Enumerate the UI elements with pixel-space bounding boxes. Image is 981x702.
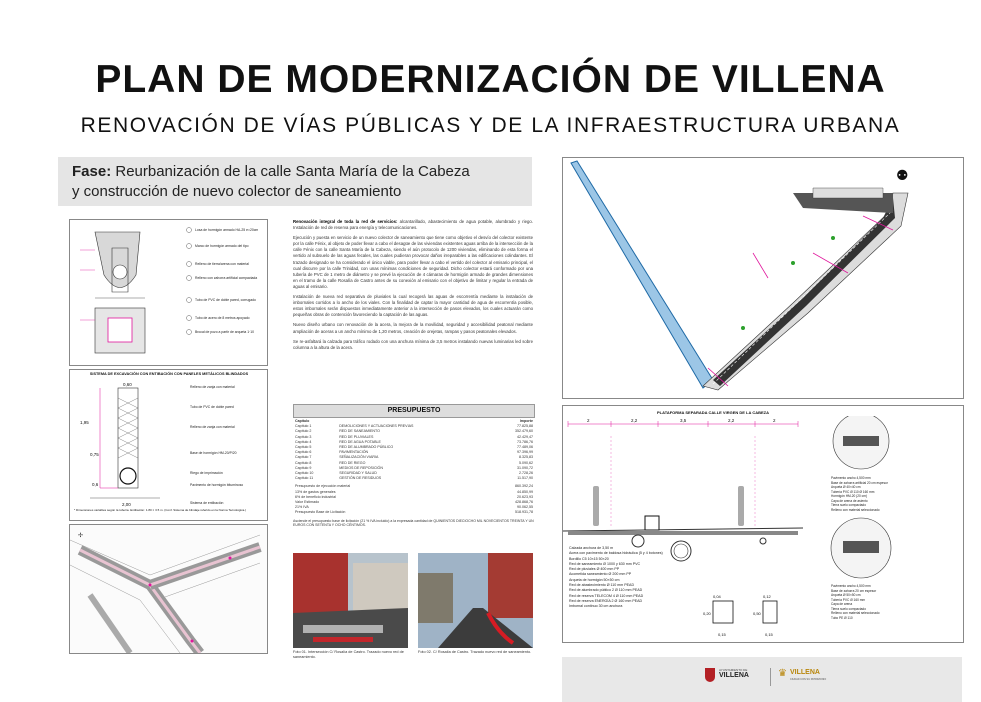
section-right-legend-item: Base de zahorra artificial 20 cm espesor [831,480,888,485]
cross-section-panel [562,405,964,643]
trench-section-panel [69,219,268,366]
coat-of-arms-icon [705,668,715,682]
budget-total-label: Valor Estimado [295,500,320,505]
svg-text:Brocal de pozo a partir de arq: Brocal de pozo a partir de arqueta 1·10 [195,330,254,334]
budget-totals [293,484,535,515]
description-text [293,219,533,351]
section-right-legend-item: Capa de arena de asiento [831,498,868,503]
section-legend-item: Arqueta de hormigón 50×50 cm [569,577,620,582]
budget-chapter: Capítulo 5 [295,445,312,450]
phase-text [72,162,527,202]
street-layout-drawing [563,158,963,398]
footer-partner: VILLENA [790,669,820,676]
budget-description: RED DE PLUVIALES [339,434,374,439]
p5-text: Se re-asfaltará la calzada para tráfico rodado con una anchura mínima de 3,5 metros instalando nuevas luminarias led sobre columna a la altura de la acera. [293,338,533,350]
section-legend [569,546,709,610]
street-plan-map [69,524,268,654]
excavation-footnote: * Dimensiones variables según la tubería. Entibación: 1.80 × 3.5 m. (Conf. Sistema de blindaje referido en la Norma Tecnológica.) [74,508,247,512]
section-legend-item: Bordillo C5 10×15 50×20 [569,556,609,561]
section-legend-item: Red de abastecimiento Ø 110 mm PEAD [569,583,635,588]
section-right-legend-2 [831,584,961,620]
section-right-legend-item: Arqueta Ø 40×40 cm [831,485,861,489]
excavation-dim-1: 0,60 [123,382,132,387]
photo-1 [293,553,408,648]
section-legend-item: Calzada anchura de 3,50 m [569,546,614,550]
section-legend-item: Imbornal continuo 30 cm anchura [569,604,623,609]
budget-chapter: Capítulo 3 [295,434,312,439]
footer-org: AYUNTAMIENTO DE [719,668,748,672]
budget-head-amount: Importe [519,419,533,423]
svg-text:⚉: ⚉ [896,168,909,184]
section-right-legend-item: Hormigón HM-20 (20 cm) [831,494,867,498]
budget-description: SEÑALIZACIÓN VIARIA [339,455,379,460]
phase-line1: Reurbanización de la calle Santa María de la Cabeza [115,163,470,180]
budget-description: SEGURIDAD Y SALUD [339,471,377,476]
section-legend-item: Acera con pavimento de baldosa hidráulica (5 y 4 botones) [569,551,663,556]
excavation-panel [69,369,268,521]
budget-amount: 8.325,83 [519,455,533,460]
budget-amount: 73.786,76 [517,439,533,444]
detail-dim-6: 0,15 [765,632,773,637]
excavation-dim-3: 0,75 [90,452,99,457]
section-legend-item: Red de alumbrado público 2 Ø 110 mm PEAD [569,588,643,593]
section-dim-1: 2 [587,418,590,423]
section-right-legend-item: Base de zahorra 20 cm espesor [831,588,877,593]
section-right-legend-item: Arqueta Ø 50×50 cm [831,593,861,597]
svg-text:Base de hormigón HM-20/P/20: Base de hormigón HM-20/P/20 [190,451,237,455]
section-right-legend-item: Tubo PE Ø 110 [831,615,853,620]
section-right-legend-item: Tubería PVC Ø 160 mm [831,597,866,602]
budget-table-wrap [293,419,535,528]
budget-amount: 31.090,72 [517,465,533,470]
budget-amount: 11.517,90 [517,476,533,481]
budget-description: RED DE ALUMBRADO PÚBLICO [339,445,394,450]
excavation-dim-5: 1,95 [80,420,89,425]
section-legend-item: Red de reserva TELECOM 4 Ø 110 mm PEAD [569,593,644,598]
street-plan-drawing [70,525,267,653]
p2-text: Ejecución y puesta en servicio de un nuevo colector de saneamiento que tiene como objetivo el desvío del colector existente por la calle Fénix, al objeto de poder llevar a cabo el desagüe de las viviendas existentes aguas arriba de la intersección de la calle Fénix con la calle Santa María de la Cabeza, siendo el aún protocolo de 1200 viviendas, eliminando de esta forma el vertido al subsuelo de las aguas fecales, las cuales pudieran provocar daños irreparables a las edificaciones colindantes. El trazado designado se ha considerado el único viable, para poder llevar a cabo el vertido del colector al emisario principal, el cual discurre por la calle Trinidad, con unas mínimas condiciones de seguridad. Dicho colector estará conformado por una tubería de PVC de 1 metro de diámetro y se prevé la ejecución de 4 cámaras de hormigón armado de grandes dimensiones en el tramo de la calle Rosalía de Castro antes de su conexión al emisario con el objetivo de limitar y regular la entrada de aguas al emisario. [293,235,533,289]
section-right-legend-item: Tubería PVC Ø 110 Ø 160 mm [831,489,875,494]
street-layout-plan [562,157,964,399]
section-right-legend-item: Tierra suelo compactado [831,503,866,507]
budget-chapter: Capítulo 6 [295,450,312,455]
photo-2-image [418,553,533,648]
detail-dim-1: 0,04 [713,594,721,599]
p1-bold: Renovación integral de toda la red de servicios: [293,219,398,224]
budget-total-label: Presupuesto Base de Licitación [295,510,346,515]
budget-description: DEMOLICIONES Y ACTUACIONES PREVIAS [339,424,414,429]
section-dim-3: 3,5 [680,418,687,423]
svg-text:Relleno de zanja con material: Relleno de zanja con material [190,425,235,429]
budget-title: PRESUPUESTO [293,404,535,418]
budget-chapter: Capítulo 8 [295,460,312,465]
budget-total-amount: 90.062,55 [517,505,533,510]
footer-city: VILLENA [719,672,749,679]
photo-1-image [293,553,408,648]
excavation-dim-2: 2,00 [122,502,131,507]
page-subtitle: RENOVACIÓN DE VÍAS PÚBLICAS Y DE LA INFRAESTRUCTURA URBANA [80,114,901,137]
phase-label: Fase: [72,163,112,180]
budget-total-amount: 44.850,99 [517,489,533,494]
budget-description: MEDIOS DE REPOSICIÓN [339,465,383,470]
budget-amount: 42.429,47 [517,434,533,439]
section-right-legend-item: Relleno con material seleccionado [831,507,880,512]
section-legend-item: Red de pluviales Ø 400 mm PP [569,567,620,572]
svg-text:Relleno con zahorra artificial: Relleno con zahorra artificial compactada [195,276,258,280]
svg-text:Losa de hormigón armado HA-25: Losa de hormigón armado HA-25 e=20cm [195,228,259,232]
svg-text:Marco de hormigón armado del t: Marco de hormigón armado del tipo [195,244,249,248]
phase-line2: y construcción de nuevo colector de saneamiento [72,183,402,200]
footer-partner-sub: CIUDAD CON SU PATRIMONIO [790,678,827,681]
budget-total-amount: 518.931,78 [515,510,533,515]
p4-text: Nuevo diseño urbano con renovación de la acera, la mejora de la movilidad, seguridad y accesibilidad peatonal mediante ampliación de aceras a un ancho mínimo de 1,20 metros, creación de orejetas, rampas y pasos peatonales elevados. [293,322,533,334]
detail-dim-5: 0,15 [718,632,726,637]
budget-description: PAVIMENTACIÓN [339,450,369,455]
budget-table [293,419,535,481]
p3-text: Instalación de nueva red separativa de pluviales la cual recogerá las aguas de escorrentía mediante la instalación de imbornales corridos a lo ancho de los viales. Con la finalidad de captar la mayor cantidad de agua de escorrentía posible, estos imbornales serán dispuestos inmediatamente anterior a la intersección de pasos elevados, los cuales actuarán como pequeñas obras de contención favoreciendo la captación de las aguas. [293,294,533,318]
budget-total-label: 21% IVA [295,505,309,510]
budget-amount: 97.396,99 [517,450,533,455]
section-dim-2: 2,2 [631,418,638,423]
section-legend-item: Acometida saneamiento Ø 200 mm PP [569,572,632,577]
p1-text: alcantarillado, abastecimiento de agua potable, alumbrado y riego. Instalación de red de reserva para energía y telecomunicaciones. [293,219,533,231]
svg-text:Tubo de PVC de doble pared, co: Tubo de PVC de doble pared, corrugado [195,298,256,302]
budget-row [293,476,535,481]
budget-amount: 77.825,88 [517,424,533,429]
photo-2 [418,553,533,648]
budget-amount: 352.479,60 [515,429,533,434]
svg-text:Pavimento de hormigón bitumino: Pavimento de hormigón bituminoso [190,483,244,487]
photo-1-caption: Foto 01. Intersección C/ Rosalía de Castro. Trazado nuevo red de saneamiento. [293,650,404,659]
svg-text:Relleno de tierra/arena con ma: Relleno de tierra/arena con material [195,262,249,266]
detail-dim-4: 0,50 [753,611,761,616]
budget-total-amount: 20.623,93 [517,494,533,499]
trench-section-drawing [70,220,267,365]
excavation-dim-4: 0,6 [92,482,99,487]
budget-chapter: Capítulo 11 [295,476,314,481]
budget-amount: 2.728,26 [519,471,533,476]
budget-chapter: Capítulo 9 [295,465,312,470]
budget-head-chapter: Capítulo [295,419,310,423]
section-right-legend-item: Pavimento ancho 4,500 mm [831,476,871,480]
section-dim-4: 2,2 [728,418,735,423]
svg-text:Tubo de PVC de doble pared: Tubo de PVC de doble pared [190,405,234,409]
svg-text:Tubo de acero de 8 metros apoy: Tubo de acero de 8 metros apoyado [195,316,250,320]
detail-dim-2: 0,12 [763,594,771,599]
photo-2-caption: Foto 02. C/ Rosalía de Castro. Trazado nuevo red de saneamiento. [418,650,532,654]
section-legend-item: Red de saneamiento Ø 1000 y 630 mm PVC [569,561,641,566]
budget-description: RED DE AGUA POTABLE [339,439,381,444]
budget-total-label: Presupuesto de ejecución material [295,484,351,489]
section-right-legend-item: Pavimento ancho 4,500 mm [831,584,871,588]
budget-chapter: Capítulo 2 [295,429,312,434]
svg-text:Riego de imprimación: Riego de imprimación [190,471,223,475]
footer-separator [770,668,771,686]
excavation-drawing [70,378,267,518]
budget-description: RED DE RIEGO [339,460,366,465]
budget-total-amount: 860.392,24 [515,484,533,489]
budget-chapter: Capítulo 4 [295,439,312,444]
footer-bar [562,657,962,702]
section-dim-5: 2 [773,418,776,423]
budget-amount: 77.489,06 [517,445,533,450]
section-right-legend-item: Tierra suelo compactado [831,606,866,611]
svg-text:Relleno de zanja con material: Relleno de zanja con material [190,385,235,389]
cross-section-title: PLATAFORMA SEPARADA CALLE VIRGEN DE LA CABEZA [657,410,769,415]
svg-text:Sistema de entibación: Sistema de entibación [190,501,224,505]
excavation-title: SISTEMA DE EXCAVACIÓN CON ENTIBACIÓN CON PANELES METÁLICOS BLINDADOS [89,372,249,376]
budget-amount: 5.090,62 [519,460,533,465]
detail-dim-3: 0,20 [703,611,711,616]
budget-note: Asciende el presupuesto base de licitación (21 % IVA incluido) a la expresada cantidad de QUINIENTOS DIECIOCHO MIL NOVECIENTOS TREINTA Y UN EUROS CON SETENTA Y OCHO CÉNTIMOS. [293,518,534,528]
budget-description: GESTIÓN DE RESIDUOS [339,476,382,481]
page-title: PLAN DE MODERNIZACIÓN DE VILLENA [95,58,886,101]
partner-crown-icon: ♛ [778,668,787,679]
section-right-legend-item: Relleno con material seleccionado [831,611,880,615]
budget-total-label: 13% de gastos generales [295,489,336,494]
budget-total-row [293,510,535,515]
section-right-legend-item: Capa de arena [831,602,853,606]
section-legend-item: Red de reserva ENERGÍA 2 Ø 160 mm PEAD [569,598,643,603]
budget-description: RED DE SANEAMIENTO [339,429,380,434]
budget-chapter: Capítulo 10 [295,471,314,476]
budget-total-amount: 428.868,76 [515,500,533,505]
section-right-legend-1 [831,476,961,512]
budget-chapter: Capítulo 7 [295,455,312,460]
budget-chapter: Capítulo 1 [295,424,312,429]
budget-total-label: 6% de beneficio industrial [295,494,336,499]
svg-text:✢: ✢ [78,533,84,539]
